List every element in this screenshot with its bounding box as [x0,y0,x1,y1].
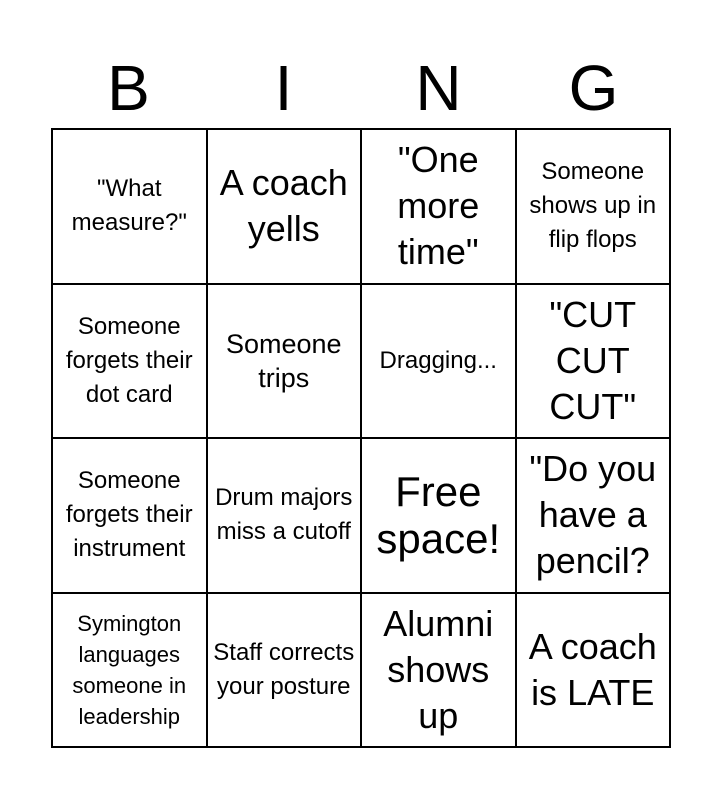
header-letter-b: B [107,52,150,124]
cell-text: Someone trips [225,328,342,393]
bingo-cell-r1c1[interactable] [53,130,208,285]
cell-text: A coach is LATE [528,625,657,713]
cell-text: Free space! [376,468,501,563]
bingo-cell-r2c2[interactable] [208,285,363,440]
bingo-cell-r1c4[interactable] [517,130,672,285]
header-letter-g: G [568,52,619,124]
cell-text: Someone shows up in flip flops [529,158,657,254]
cell-text: "Do you have a pencil? [529,448,657,582]
cell-text: "One more time" [397,139,480,273]
bingo-cell-r1c3[interactable] [362,130,517,285]
bingo-cell-r3c1[interactable] [53,439,208,594]
cell-text: Someone forgets their dot card [65,312,193,408]
bingo-cell-r2c4[interactable] [517,285,672,440]
cell-text: Dragging... [379,346,497,374]
bingo-cell-r3c3[interactable] [362,439,517,594]
bingo-cell-r4c2[interactable] [208,594,363,749]
cell-text: Alumni shows up [383,602,494,736]
bingo-cell-r4c4[interactable] [517,594,672,749]
cell-text: "CUT CUT CUT" [549,293,637,427]
bingo-cell-r4c3[interactable] [362,594,517,749]
cell-text: "What measure?" [71,175,187,237]
bingo-cell-r3c2[interactable] [208,439,363,594]
bingo-cell-r1c2[interactable] [208,130,363,285]
cell-text: Drum majors miss a cutoff [215,484,353,546]
bingo-cell-r2c1[interactable] [53,285,208,440]
bingo-cell-r3c4[interactable] [517,439,672,594]
cell-text: A coach yells [219,162,348,250]
cell-text: Symington languages someone in leadership [72,610,187,729]
bingo-header [51,52,671,124]
bingo-cell-r2c3[interactable] [362,285,517,440]
bingo-board [51,128,671,748]
cell-text: Someone forgets their instrument [65,467,193,563]
cell-text: Staff corrects your posture [213,638,355,700]
header-letter-n: N [415,52,462,124]
bingo-cell-r4c1[interactable] [53,594,208,749]
header-letter-i: I [274,52,293,124]
